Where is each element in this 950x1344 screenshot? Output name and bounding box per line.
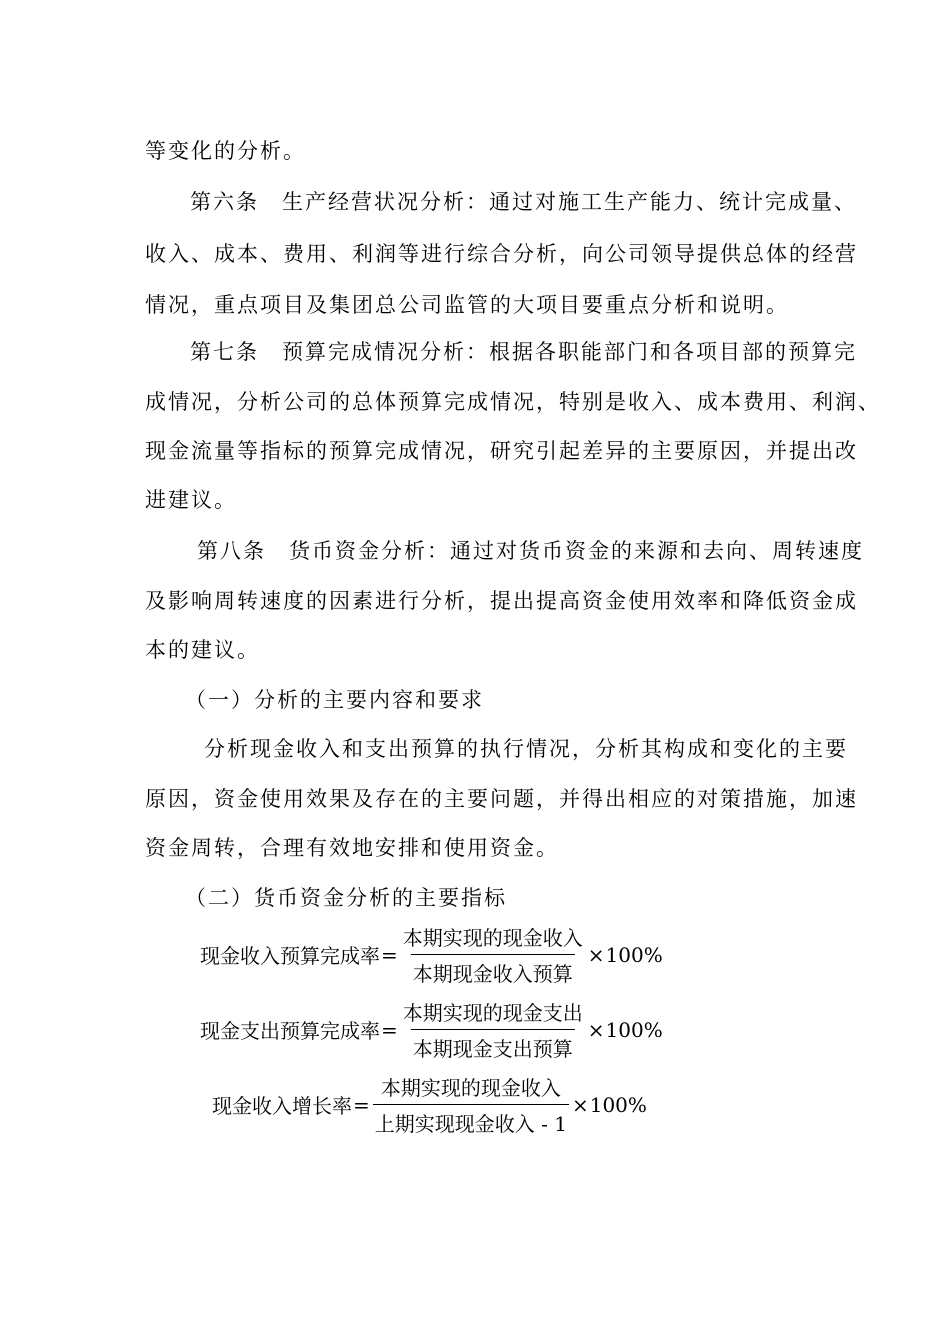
- fraction: [373, 1072, 569, 1137]
- numerator: 本期实现的现金支出: [402, 1001, 583, 1025]
- equals-sign: =: [381, 942, 398, 967]
- percent-value: 100%: [589, 1092, 647, 1117]
- formula-cash-income-budget-rate: [200, 922, 663, 987]
- formula-cash-income-growth-rate: [212, 1072, 647, 1137]
- denominator: 本期现金支出预算: [411, 1029, 575, 1062]
- section-1-title: （一）分析的主要内容和要求: [185, 688, 484, 712]
- section-2-title: （二）货币资金分析的主要指标: [185, 886, 507, 910]
- article-6-line: 第六条 生产经营状况分析：通过对施工生产能力、统计完成量、: [190, 190, 857, 214]
- article-7-line: 第七条 预算完成情况分析：根据各职能部门和各项目部的预算完: [190, 340, 857, 364]
- numerator: 本期实现的现金收入: [380, 1076, 561, 1100]
- percent-value: 100%: [605, 942, 663, 967]
- formula-cash-expense-budget-rate: [200, 997, 663, 1062]
- percent-value: 100%: [605, 1017, 663, 1042]
- article-8-line: 第八条 货币资金分析：通过对货币资金的来源和去向、周转速度: [197, 539, 864, 563]
- formula-label: 现金收入预算完成率: [200, 944, 380, 968]
- fraction: [401, 997, 585, 1062]
- article-7-line: 成情况，分析公司的总体预算完成情况，特别是收入、成本费用、利润、: [145, 390, 881, 414]
- numerator: 本期实现的现金收入: [402, 926, 583, 950]
- article-8-line: 及影响周转速度的因素进行分析，提出提高资金使用效率和降低资金成: [145, 589, 858, 613]
- article-6-line: 情况，重点项目及集团总公司监管的大项目要重点分析和说明。: [145, 293, 789, 317]
- equals-sign: =: [381, 1017, 398, 1042]
- denominator: 本期现金收入预算: [411, 954, 575, 987]
- formula-label: 现金收入增长率: [212, 1094, 352, 1118]
- times-sign: ×: [587, 942, 605, 967]
- article-6-line: 收入、成本、费用、利润等进行综合分析，向公司领导提供总体的经营: [145, 242, 858, 266]
- denominator: 上期实现现金收入 - 1: [373, 1104, 569, 1137]
- article-7-line: 现金流量等指标的预算完成情况，研究引起差异的主要原因，并提出改: [145, 439, 858, 463]
- times-sign: ×: [587, 1017, 605, 1042]
- paragraph-line: 等变化的分析。: [145, 139, 306, 163]
- article-7-line: 进建议。: [145, 488, 237, 512]
- article-8-line: 本的建议。: [145, 638, 260, 662]
- fraction: [401, 922, 585, 987]
- section-1-line: 资金周转，合理有效地安排和使用资金。: [145, 836, 559, 860]
- section-1-line: 原因，资金使用效果及存在的主要问题，并得出相应的对策措施，加速: [145, 787, 858, 811]
- equals-sign: =: [353, 1092, 370, 1117]
- section-1-line: 分析现金收入和支出预算的执行情况，分析其构成和变化的主要: [204, 737, 848, 761]
- formula-label: 现金支出预算完成率: [200, 1019, 380, 1043]
- times-sign: ×: [571, 1092, 589, 1117]
